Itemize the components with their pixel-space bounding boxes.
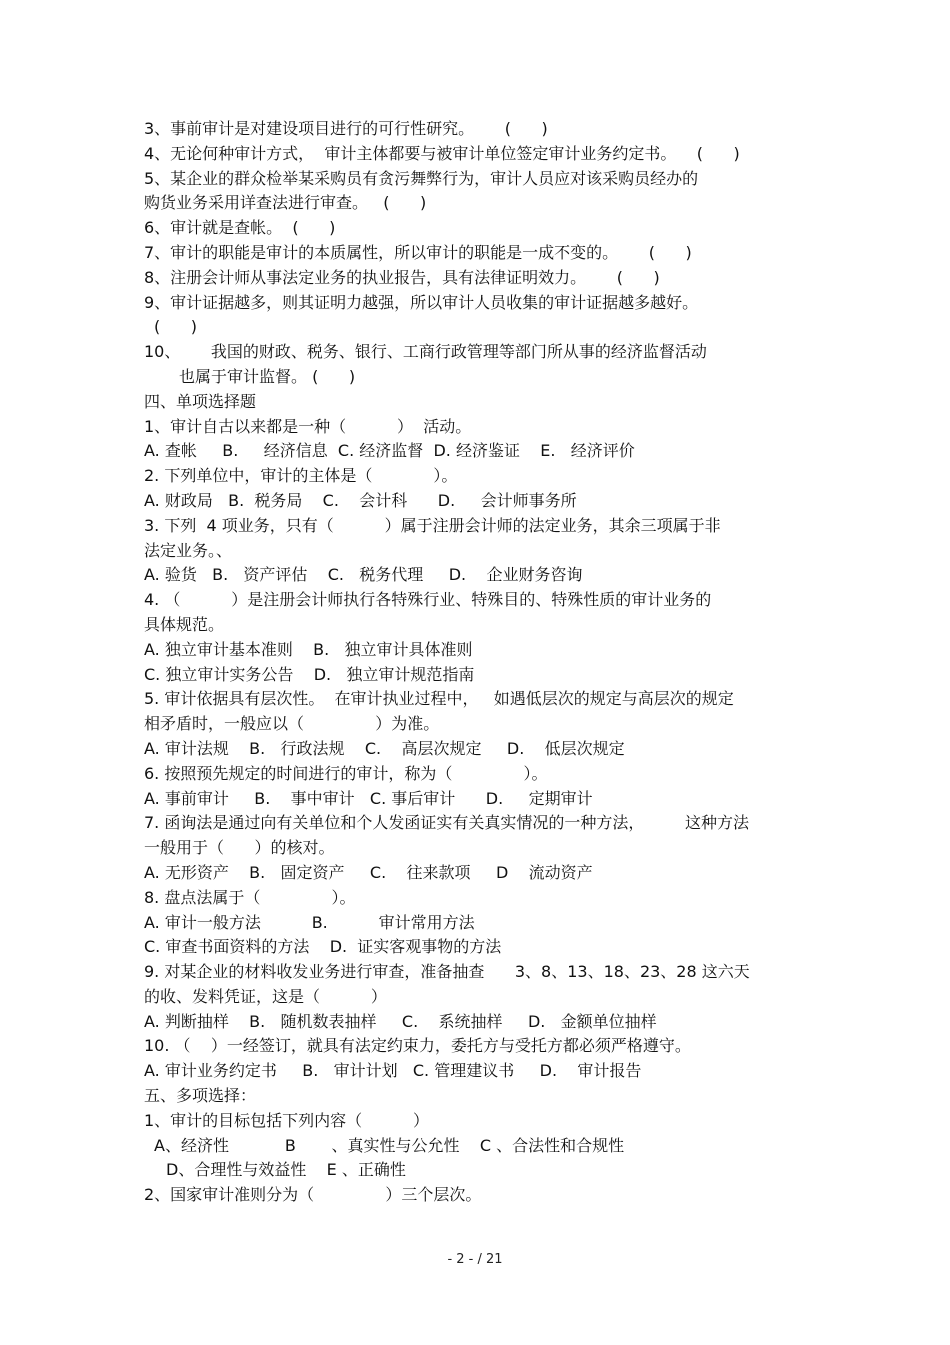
question-line: 9. 对某企业的材料收发业务进行审查，准备抽查 3、8、13、18、23、28 这六天 bbox=[144, 962, 750, 982]
text-line: 6、审计就是查帐。 ( ) bbox=[144, 218, 336, 238]
text-line: 10、 我国的财政、税务、银行、工商行政管理等部门所从事的经济监督活动 bbox=[144, 342, 707, 362]
question-line: 2、国家审计准则分为（ ）三个层次。 bbox=[144, 1185, 482, 1205]
question-line: 1、审计自古以来都是一种（ ） 活动。 bbox=[144, 416, 472, 436]
options-line: A. 审计法规 B. 行政法规 C. 高层次规定 D. 低层次规定 bbox=[144, 738, 625, 758]
question-line: 8. 盘点法属于（ ）。 bbox=[144, 887, 356, 907]
text-line: 购货业务采用详查法进行审查。 ( ) bbox=[144, 193, 427, 213]
options-line: A. 判断抽样 B. 随机数表抽样 C. 系统抽样 D. 金额单位抽样 bbox=[144, 1011, 657, 1031]
page-number: - 2 - / 21 bbox=[447, 1252, 503, 1267]
question-line: 1、审计的目标包括下列内容（ ） bbox=[144, 1110, 430, 1130]
text-line: ( ) bbox=[154, 317, 197, 337]
section-heading: 五、多项选择： bbox=[144, 1086, 257, 1106]
options-line: A. 审计一般方法 B. 审计常用方法 bbox=[144, 912, 475, 932]
document-body bbox=[144, 117, 824, 1208]
question-line: 4. （ ）是注册会计师执行各特殊行业、特殊目的、特殊性质的审计业务的 bbox=[144, 590, 712, 610]
options-line: A. 财政局 B. 税务局 C. 会计科 D. 会计师事务所 bbox=[144, 490, 577, 510]
options-line: A. 独立审计基本准则 B. 独立审计具体准则 bbox=[144, 639, 473, 659]
text-line: 7、审计的职能是审计的本质属性，所以审计的职能是一成不变的。 ( ) bbox=[144, 242, 692, 262]
options-line: A. 事前审计 B. 事中审计 C. 事后审计 D. 定期审计 bbox=[144, 788, 593, 808]
text-line: 5、某企业的群众检举某采购员有贪污舞弊行为，审计人员应对该采购员经办的 bbox=[144, 168, 699, 188]
text-line: 也属于审计监督。 ( ) bbox=[179, 366, 356, 386]
options-line: A、经济性 B 、真实性与公允性 C 、合法性和合规性 bbox=[154, 1135, 625, 1155]
question-line: 法定业务。、 bbox=[144, 540, 233, 560]
question-line: 6. 按照预先规定的时间进行的审计，称为（ ）。 bbox=[144, 763, 548, 783]
text-line: 9、审计证据越多，则其证明力越强，所以审计人员收集的审计证据越多越好。 bbox=[144, 292, 699, 312]
text-line: 3、事前审计是对建设项目进行的可行性研究。 ( ) bbox=[144, 119, 548, 138]
options-line: C. 独立审计实务公告 D. 独立审计规范指南 bbox=[144, 664, 475, 684]
options-line: C. 审查书面资料的方法 D. 证实客观事物的方法 bbox=[144, 937, 502, 957]
options-line: D、合理性与效益性 E 、正确性 bbox=[166, 1160, 406, 1180]
options-line: A. 验货 B. 资产评估 C. 税务代理 D. 企业财务咨询 bbox=[144, 565, 583, 585]
options-line: A. 审计业务约定书 B. 审计计划 C. 管理建议书 D. 审计报告 bbox=[144, 1061, 642, 1081]
section-heading: 四、单项选择题 bbox=[144, 391, 257, 411]
question-line: 的收、发料凭证，这是（ ） bbox=[144, 986, 387, 1006]
text-line: 8、注册会计师从事法定业务的执业报告，具有法律证明效力。 ( ) bbox=[144, 267, 660, 287]
question-line: 相矛盾时，一般应以（ ）为准。 bbox=[144, 714, 440, 734]
question-line: 5. 审计依据具有层次性。 在审计执业过程中， 如遇低层次的规定与高层次的规定 bbox=[144, 689, 734, 709]
question-line: 一般用于（ ）的核对。 bbox=[144, 838, 335, 858]
question-line: 10. （ ）一经签订，就具有法定约束力，委托方与受托方都必须严格遵守。 bbox=[144, 1036, 691, 1056]
options-line: A. 无形资产 B. 固定资产 C. 往来款项 D 流动资产 bbox=[144, 862, 593, 882]
question-line: 2. 下列单位中，审计的主体是（ ）。 bbox=[144, 466, 458, 486]
question-line: 3. 下列 4 项业务，只有（ ）属于注册会计师的法定业务，其余三项属于非 bbox=[144, 515, 721, 535]
options-line: A. 查帐 B. 经济信息 C. 经济监督 D. 经济鉴证 E. 经济评价 bbox=[144, 441, 635, 461]
question-line: 具体规范。 bbox=[144, 614, 225, 634]
text-line: 4、无论何种审计方式， 审计主体都要与被审计单位签定审计业务约定书。 ( ) bbox=[144, 143, 740, 163]
question-line: 7. 函询法是通过向有关单位和个人发函证实有关真实情况的一种方法， 这种方法 bbox=[144, 813, 750, 833]
